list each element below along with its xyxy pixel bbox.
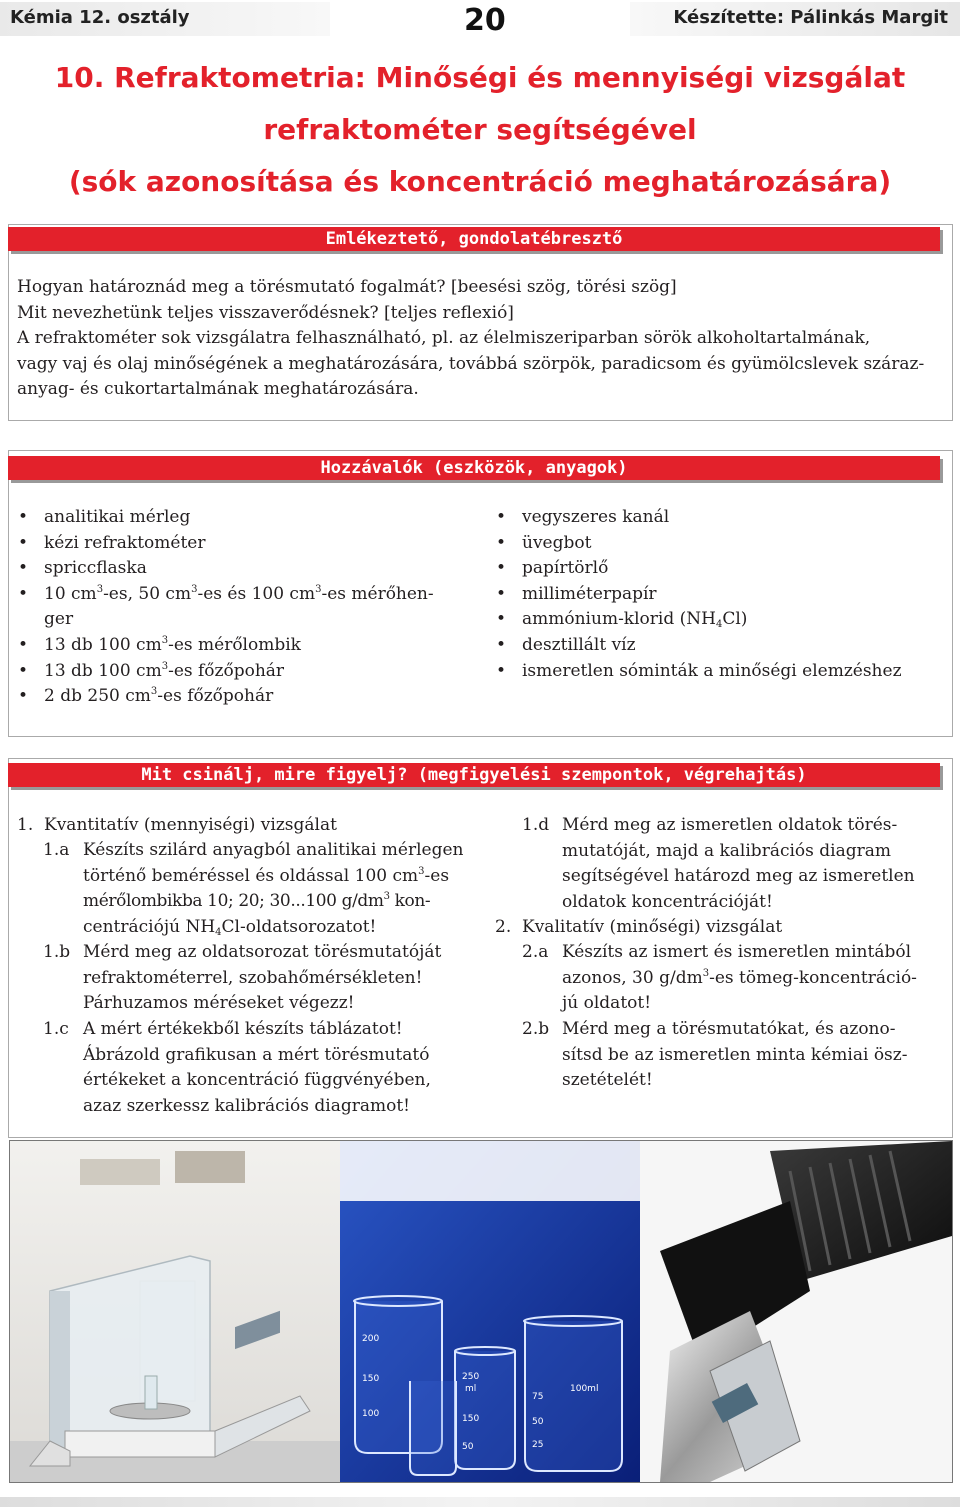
footer-bar: [0, 1497, 960, 1507]
svg-text:ml: ml: [465, 1384, 477, 1394]
svg-text:150: 150: [462, 1414, 480, 1424]
svg-text:50: 50: [532, 1417, 544, 1427]
list-item: • 10 $cm^3-es$, 50 $cm^3-es$ és 100 $cm^3-es$ mérőhen- ger: [17, 582, 467, 633]
author-label: Készítette: Pálinkás Margit: [673, 7, 948, 28]
list-item: • desztillált víz: [495, 633, 945, 659]
svg-text:150: 150: [362, 1374, 380, 1384]
procedure-heading: Mit csinálj, mire figyelj? (megfigyelési szempontok, végrehajtás): [8, 763, 940, 787]
reminder-heading: Emlékeztető, gondolatébresztő: [8, 227, 940, 251]
step-2a: 2.a Készíts az ismert és ismeretlen mintából azonos, 30 $g/dm^3-es$ tömeg-koncentráció- jú oldatot!: [522, 942, 917, 1013]
step-1d: 1.d Mérd meg az ismeretlen oldatok törés- mutatóját, majd a kalibrációs diagram segítségével határozd meg az ismeretlen oldatok koncentrációját!: [522, 815, 915, 912]
svg-text:100: 100: [362, 1409, 380, 1419]
materials-heading: Hozzávalók (eszközök, anyagok): [8, 456, 940, 480]
course-label: Kémia 12. osztály: [10, 7, 190, 28]
title-line-3: (sók azonosítása és koncentráció meghatározására): [68, 165, 892, 198]
materials-list-right: [495, 505, 945, 684]
list-item: • ammónium-klorid $(NH_4Cl)$: [495, 607, 945, 633]
question-2: Mit nevezhetünk teljes visszaverődésnek? [teljes reflexió]: [17, 302, 514, 323]
step-2b: 2.b Mérd meg a törésmutatókat, és azono- sítsd be az ismeretlen minta kémiai ösz- szetételét!: [522, 1019, 908, 1090]
list-item: • kézi refraktométer: [17, 531, 467, 557]
step-1b: 1.b Mérd meg az oldatsorozat törésmutatóját refraktométerrel, szobahőmérsékleten! Párhuzamos méréseket végezz!: [43, 942, 442, 1013]
title-line-2: refraktométer segítségével: [263, 113, 697, 146]
list-item: • 13 db 100 $cm^3-es$ főzőpohár: [17, 659, 467, 685]
text-line: A refraktométer sok vizsgálatra felhasználható, pl. az élelmiszeriparban sörök alkoholtartalmának,: [17, 328, 871, 348]
list-item: • analitikai mérleg: [17, 505, 467, 531]
svg-text:250: 250: [462, 1372, 480, 1382]
list-item: • 13 db 100 $cm^3-es$ mérőlombik: [17, 633, 467, 659]
list-item: • vegyszeres kanál: [495, 505, 945, 531]
svg-text:100ml: 100ml: [570, 1384, 599, 1394]
title-line-1: 10. Refraktometria: Minőségi és mennyiségi vizsgálat: [54, 61, 906, 94]
step-1c: 1.c A mért értékekből készíts táblázatot! Ábrázold grafikusan a mért törésmutató értékeket a koncentráció függvényében, azaz szerkessz kalibrációs diagramot!: [43, 1019, 431, 1116]
list-item: • ismeretlen sóminták a minőségi elemzéshez: [495, 659, 945, 685]
equipment-illustration: [10, 1141, 952, 1482]
question-1: Hogyan határoznád meg a törésmutató fogalmát? [beesési szög, törési szög]: [17, 277, 677, 297]
svg-text:50: 50: [462, 1442, 474, 1452]
step-2: 2. Kvalitatív (minőségi) vizsgálat: [495, 917, 783, 937]
svg-text:75: 75: [532, 1392, 544, 1402]
list-item: • papírtörlő: [495, 556, 945, 582]
text-line: anyag- és cukortartalmának meghatározására.: [17, 379, 419, 399]
svg-text:25: 25: [532, 1440, 544, 1450]
page-header: [0, 2, 960, 36]
list-item: • üvegbot: [495, 531, 945, 557]
page-number: 20: [464, 3, 506, 38]
list-item: • spriccflaska: [17, 556, 467, 582]
text-line: vagy vaj és olaj minőségének a meghatározására, továbbá szörpök, paradicsom és gyümölcslevek száraz-: [17, 353, 925, 374]
list-item: • milliméterpapír: [495, 582, 945, 608]
list-item: • 2 db 250 $cm^3-es$ főzőpohár: [17, 684, 467, 710]
materials-list-left: [17, 505, 467, 710]
svg-text:200: 200: [362, 1334, 380, 1344]
step-1: 1. Kvantitatív (mennyiségi) vizsgálat: [17, 815, 337, 835]
reminder-text: [17, 275, 947, 403]
step-1a: 1.a Készíts szilárd anyagból analitikai mérlegen történő beméréssel és oldással 100 $cm^3-es$ mérőlombikba 10; 20; 30...100 $g/dm^3$ kon- centrációjú $NH_4Cl$-oldatsorozatot!: [43, 840, 464, 938]
equipment-photo: [9, 1140, 953, 1483]
